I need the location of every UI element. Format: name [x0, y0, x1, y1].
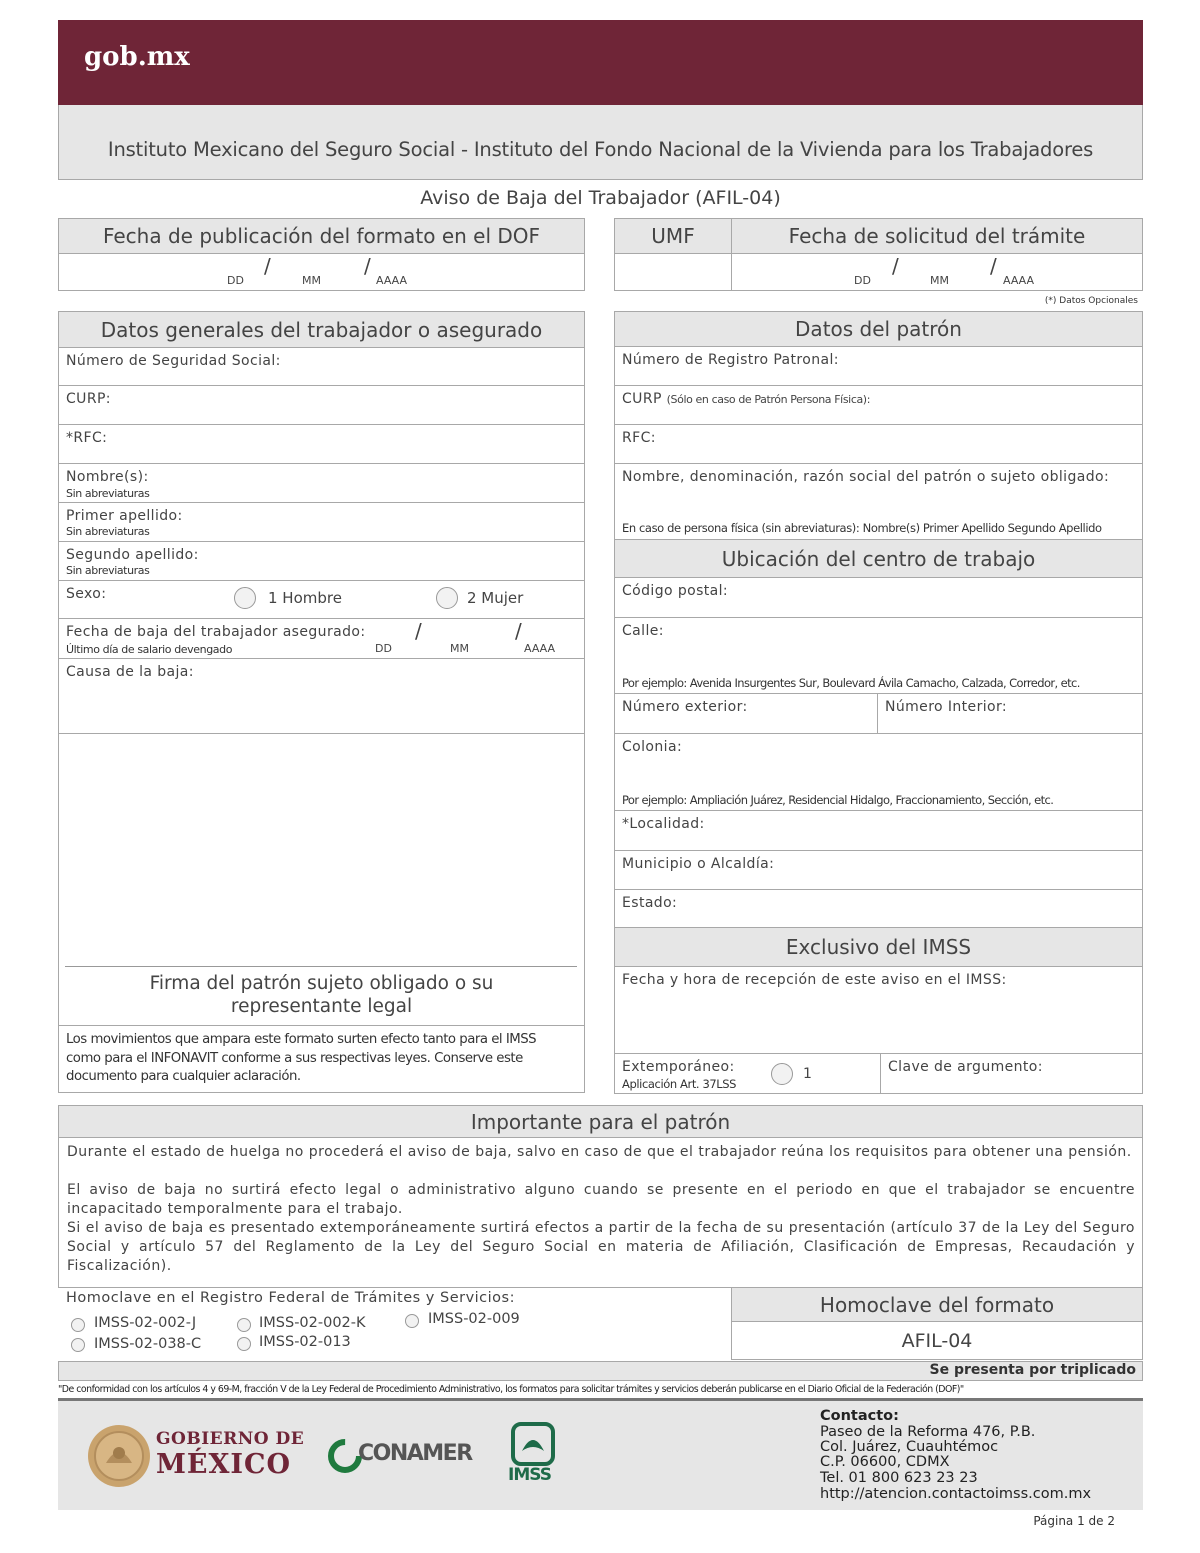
important-section-title: Importante para el patrón: [470, 1109, 731, 1134]
contacto-line: Tel. 01 800 623 23 23: [820, 1470, 978, 1486]
important-p3: Si el aviso de baja es presentado extemporáneamente surtirá efectos a partir de la fecha de su presentación (artículo 37 de la Ley del Seguro Social y artículo 57 del Reglamento de la Ley del Seguro Social en materia de Afiliación, Clasificación de Empresas, Recaudación y Fiscalización).: [67, 1220, 1135, 1274]
homoclave-option-3: IMSS-02-009: [428, 1311, 520, 1327]
date-slash: /: [264, 254, 271, 278]
homoclave-formato-value-box: [731, 1322, 1143, 1360]
calle-note: Por ejemplo: Avenida Insurgentes Sur, Boulevard Ávila Camacho, Calzada, Corredor, etc.: [622, 676, 1080, 690]
localidad-label: *Localidad:: [622, 816, 705, 832]
extemporaneo-field: [614, 1054, 881, 1094]
conamer-c-icon: [328, 1439, 362, 1473]
gobierno-line1: GOBIERNO DE: [156, 1429, 305, 1449]
nss-field[interactable]: [58, 348, 585, 386]
worker-section-title: Datos generales del trabajador o asegurado: [100, 317, 543, 342]
contacto-url[interactable]: http://atencion.contactoimss.com.mx: [820, 1486, 1092, 1502]
homoclave-registro-label: Homoclave en el Registro Federal de Trámites y Servicios:: [66, 1290, 515, 1306]
contacto-line: Paseo de la Reforma 476, P.B.: [820, 1424, 1036, 1440]
nombre-label: Nombre(s):: [66, 469, 149, 485]
razon-social-field[interactable]: [614, 464, 1143, 540]
employer-rfc-label: RFC:: [622, 430, 656, 446]
institute-banner: [58, 105, 1143, 180]
extemporaneo-label: Extemporáneo:: [622, 1059, 735, 1075]
num-ext-label: Número exterior:: [622, 699, 748, 715]
homoclave-option-5: IMSS-02-013: [259, 1334, 351, 1350]
mujer-radio[interactable]: [436, 587, 458, 609]
employer-curp-text: CURP: [622, 391, 662, 407]
aaaa-label: AAAA: [524, 642, 556, 655]
aplicacion-note: Aplicación Art. 37LSS: [622, 1077, 737, 1091]
solicitud-date-field[interactable]: [731, 254, 1143, 291]
calle-field[interactable]: [614, 618, 1143, 694]
imss-logo: [506, 1421, 562, 1487]
colonia-label: Colonia:: [622, 739, 683, 755]
mm-label: MM: [930, 274, 949, 287]
homoclave-radio-1[interactable]: [71, 1318, 85, 1332]
homoclave-radio-3[interactable]: [405, 1314, 419, 1328]
movimientos-note: Los movimientos que ampara este formato surten efecto tanto para el IMSS como para el INFONAVIT conforme a sus respectivas leyes. Conserve este documento para cualquier aclaración.: [66, 1032, 537, 1084]
date-slash: /: [892, 254, 899, 278]
dd-label: DD: [375, 642, 392, 655]
homoclave-option-1: IMSS-02-002-J: [94, 1315, 197, 1331]
aaaa-label: AAAA: [1003, 274, 1035, 287]
num-int-label: Número Interior:: [885, 699, 1008, 715]
dof-date-field[interactable]: [58, 254, 585, 291]
causa-field[interactable]: [58, 659, 585, 734]
date-slash: /: [364, 254, 371, 278]
important-section-header: [58, 1105, 1143, 1138]
mujer-label: 2 Mujer: [467, 589, 524, 607]
firma-area[interactable]: [58, 734, 585, 1026]
segundo-apellido-field[interactable]: [58, 542, 585, 581]
estado-label: Estado:: [622, 895, 678, 911]
important-p2: El aviso de baja no surtirá efecto legal o administrativo alguno cuando se presente en el periodo en que el trabajador se encuentre incapacitado temporalmente para el trabajo.: [67, 1182, 1135, 1217]
umf-field[interactable]: [614, 254, 732, 291]
firma-line: [65, 966, 577, 967]
aaaa-label: AAAA: [376, 274, 408, 287]
worker-curp-field[interactable]: [58, 386, 585, 425]
sin-abreviaturas-note: Sin abreviaturas: [66, 525, 150, 538]
fecha-baja-field[interactable]: [58, 619, 585, 659]
umf-header: [614, 218, 732, 254]
employer-section-title: Datos del patrón: [795, 317, 962, 341]
worker-section-header: [58, 311, 585, 348]
homoclave-formato-value: AFIL-04: [901, 1329, 973, 1352]
worker-curp-label: CURP:: [66, 391, 111, 407]
num-int-field[interactable]: [877, 694, 1143, 734]
razon-social-note: En caso de persona física (sin abreviaturas): Nombre(s) Primer Apellido Segundo Apellido: [622, 521, 1102, 535]
recepcion-label: Fecha y hora de recepción de este aviso en el IMSS:: [622, 972, 1007, 988]
imss-section-title: Exclusivo del IMSS: [785, 935, 972, 959]
colonia-note: Por ejemplo: Ampliación Juárez, Residencial Hidalgo, Fraccionamiento, Sección, etc.: [622, 793, 1054, 807]
estado-field[interactable]: [614, 890, 1143, 928]
institute-name: Instituto Mexicano del Seguro Social - Instituto del Fondo Nacional de la Vivienda para los Trabajadores: [107, 137, 1094, 161]
form-title: Aviso de Baja del Trabajador (AFIL-04): [420, 187, 781, 209]
date-slash: /: [415, 619, 422, 643]
primer-apellido-label: Primer apellido:: [66, 508, 183, 524]
firma-label: Firma del patrón sujeto obligado o su representante legal: [149, 973, 494, 1017]
extemporaneo-option-label: 1: [803, 1066, 812, 1082]
brand-bar: [58, 20, 1143, 105]
dd-label: DD: [854, 274, 871, 287]
page-number: Página 1 de 2: [1033, 1514, 1115, 1528]
date-slash: /: [990, 254, 997, 278]
cp-field[interactable]: [614, 578, 1143, 618]
mm-label: MM: [302, 274, 321, 287]
nombre-field[interactable]: [58, 464, 585, 503]
date-slash: /: [515, 619, 522, 643]
conamer-logo: [328, 1437, 478, 1477]
nss-label: Número de Seguridad Social:: [66, 353, 281, 369]
recepcion-field[interactable]: [614, 967, 1143, 1054]
solicitud-date-header: [731, 218, 1143, 254]
homoclave-radio-4[interactable]: [71, 1338, 85, 1352]
primer-apellido-field[interactable]: [58, 503, 585, 542]
conamer-text: CONAMER: [358, 1441, 472, 1466]
sexo-label: Sexo:: [66, 586, 107, 602]
employer-curp-field[interactable]: [614, 386, 1143, 425]
homoclave-formato-title: Homoclave del formato: [819, 1292, 1055, 1317]
imss-section-header: [614, 928, 1143, 967]
dof-date-label: Fecha de publicación del formato en el DOF: [102, 224, 541, 248]
sin-abreviaturas-note: Sin abreviaturas: [66, 487, 150, 500]
dd-label: DD: [227, 274, 244, 287]
gobierno-mexico-logo: [86, 1423, 306, 1491]
mm-label: MM: [450, 642, 469, 655]
clave-argumento-field[interactable]: [880, 1054, 1143, 1094]
extemporaneo-radio[interactable]: [771, 1063, 793, 1085]
cp-label: Código postal:: [622, 583, 729, 599]
homoclave-option-4: IMSS-02-038-C: [94, 1336, 202, 1352]
municipio-label: Municipio o Alcaldía:: [622, 856, 775, 872]
causa-label: Causa de la baja:: [66, 664, 194, 680]
gob-mx-logo[interactable]: gob.mx: [84, 42, 190, 72]
worker-rfc-field[interactable]: [58, 425, 585, 464]
homoclave-formato-header: [731, 1287, 1143, 1322]
umf-label: UMF: [651, 224, 695, 248]
employer-curp-label: [622, 391, 870, 407]
contacto-line: Col. Juárez, Cuauhtémoc: [820, 1439, 999, 1455]
optional-note: (*) Datos Opcionales: [1044, 296, 1138, 306]
important-p1: Durante el estado de huelga no procederá el aviso de baja, salvo en caso de que el trabajador reúna los requisitos para obtener una pensión.: [67, 1144, 1132, 1160]
registro-patronal-field[interactable]: [614, 347, 1143, 386]
imss-text: IMSS: [508, 1465, 551, 1485]
colonia-field[interactable]: [614, 734, 1143, 811]
important-body: [58, 1138, 1143, 1288]
homoclave-radio-5[interactable]: [237, 1337, 251, 1351]
movimientos-note-box: [58, 1026, 585, 1093]
contacto-line: C.P. 06600, CDMX: [820, 1454, 950, 1470]
imss-eagle-icon: [510, 1421, 556, 1467]
fecha-baja-label: Fecha de baja del trabajador asegurado:: [66, 624, 366, 640]
municipio-field[interactable]: [614, 851, 1143, 890]
dof-date-header: [58, 218, 585, 254]
gobierno-line2: MÉXICO: [156, 1449, 292, 1480]
calle-label: Calle:: [622, 623, 664, 639]
clave-argumento-label: Clave de argumento:: [888, 1059, 1043, 1075]
location-section-header: [614, 540, 1143, 578]
homoclave-option-2: IMSS-02-002-K: [259, 1315, 366, 1331]
sin-abreviaturas-note: Sin abreviaturas: [66, 564, 150, 577]
worker-rfc-label: *RFC:: [66, 430, 108, 446]
ultimo-dia-note: Último día de salario devengado: [66, 643, 233, 656]
razon-social-label: Nombre, denominación, razón social del patrón o sujeto obligado:: [622, 469, 1110, 485]
employer-curp-note: (Sólo en caso de Patrón Persona Física):: [666, 393, 871, 406]
triplicado-bar: [58, 1361, 1143, 1381]
sexo-field: [58, 581, 585, 619]
footer: [58, 1398, 1143, 1510]
triplicado-text: Se presenta por triplicado: [929, 1362, 1136, 1378]
solicitud-date-label: Fecha de solicitud del trámite: [788, 224, 1086, 248]
employer-section-header: [614, 311, 1143, 347]
homoclave-radio-2[interactable]: [237, 1318, 251, 1332]
num-ext-field[interactable]: [614, 694, 878, 734]
legal-note: "De conformidad con los artículos 4 y 69-M, fracción V de la Ley Federal de Procedimiento Administrativo, los formatos para solicitar trámites y servicios deberán publicarse en el Diario Oficial de la Federación (DOF)": [58, 1384, 964, 1395]
contacto-title: Contacto:: [820, 1408, 899, 1424]
localidad-field[interactable]: [614, 811, 1143, 851]
segundo-apellido-label: Segundo apellido:: [66, 547, 199, 563]
mexico-seal-icon: [86, 1423, 152, 1489]
location-section-title: Ubicación del centro de trabajo: [721, 546, 1036, 571]
hombre-label: 1 Hombre: [268, 589, 342, 607]
hombre-radio[interactable]: [234, 587, 256, 609]
employer-rfc-field[interactable]: [614, 425, 1143, 464]
registro-patronal-label: Número de Registro Patronal:: [622, 352, 839, 368]
